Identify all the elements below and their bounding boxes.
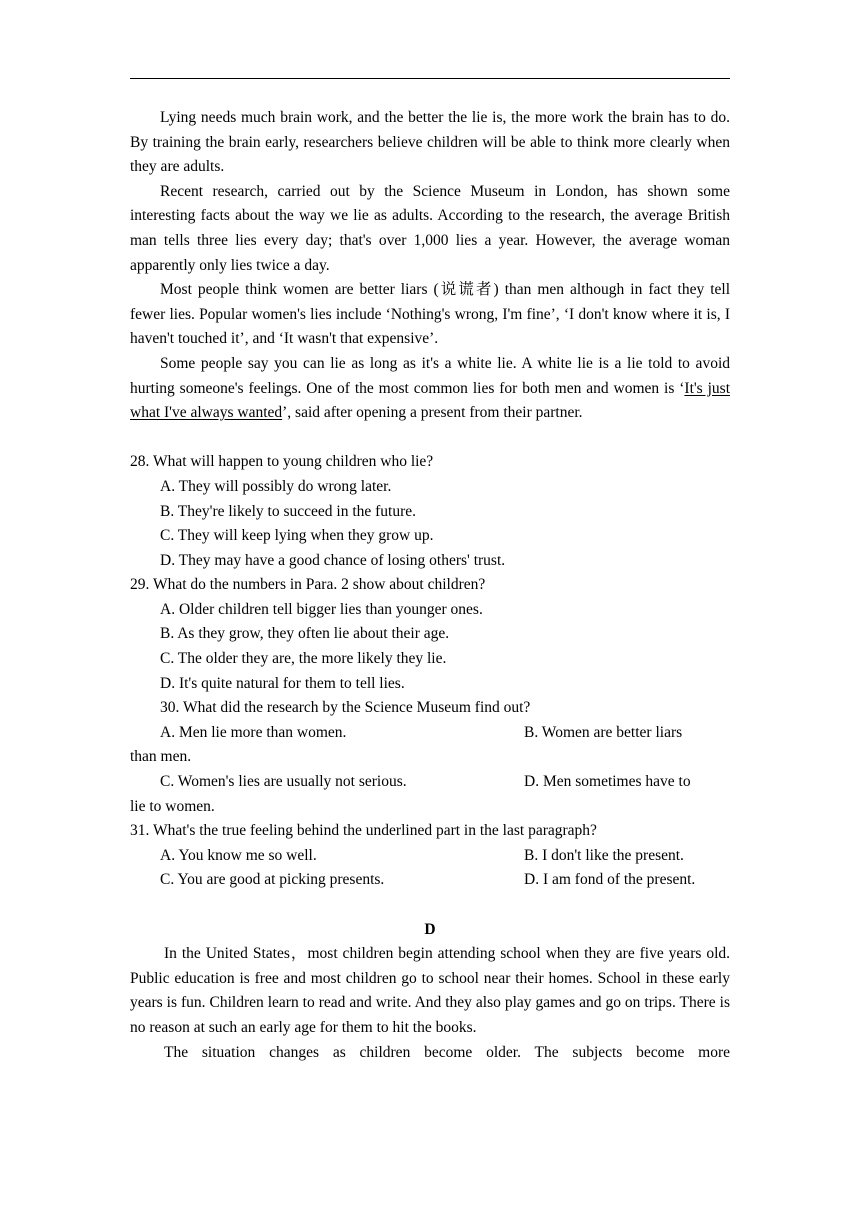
option-d-continued: lie to women. xyxy=(130,797,215,815)
passage-c-paragraph-4 xyxy=(130,352,730,426)
question-stem: 28. What will happen to young children who lie? xyxy=(130,453,434,471)
p4-text-before: Some people say you can lie as long as it's a white lie. A white lie is a lie told to avoid hurting someone's feelings. One of the most common lies for both men and women is ‘ xyxy=(130,354,730,397)
question-stem: 29. What do the numbers in Para. 2 show about children? xyxy=(130,576,486,594)
option-c: C. You are good at picking presents. xyxy=(160,871,385,889)
spacer xyxy=(130,893,730,918)
option-b: B. As they grow, they often lie about their age. xyxy=(160,625,450,643)
option-a: A. Men lie more than women. xyxy=(160,723,347,741)
option-row-ab xyxy=(130,721,730,746)
option-d: D. Men sometimes have to xyxy=(524,773,691,791)
option-c: C. The older they are, the more likely they lie. xyxy=(160,650,447,668)
option-d: D. They may have a good chance of losing others' trust. xyxy=(160,551,506,569)
document-page xyxy=(130,106,730,1065)
option-b-continued: than men. xyxy=(130,748,192,766)
option-b: B. They're likely to succeed in the future. xyxy=(160,502,417,520)
header-rule xyxy=(130,78,730,79)
option-b: B. Women are better liars xyxy=(524,723,683,741)
question-stem: 30. What did the research by the Science Museum find out? xyxy=(160,699,531,717)
option-b: B. I don't like the present. xyxy=(524,846,684,864)
underlined-phrase: It's just what I've always wanted xyxy=(130,379,731,422)
option-d: D. I am fond of the present. xyxy=(524,871,696,889)
spacer xyxy=(130,426,730,451)
passage-d-paragraph-2: The situation changes as children become older. The subjects become more xyxy=(164,1043,730,1061)
question-30 xyxy=(130,696,730,819)
passage-c-paragraph-3: Most people think women are better liars (说谎者) than men although in fact they tell fewer lies. Popular women's lies include ‘Nothing's wrong, I'm fine’, ‘I don't know where it is, I haven't touched it’, and ‘It wasn't that expensive’. xyxy=(130,281,730,348)
option-d: D. It's quite natural for them to tell lies. xyxy=(160,674,405,692)
option-a: A. You know me so well. xyxy=(160,846,317,864)
section-heading: D xyxy=(424,920,436,938)
question-29 xyxy=(130,573,730,696)
option-row-cd xyxy=(130,868,730,893)
question-31 xyxy=(130,819,730,893)
option-c: C. They will keep lying when they grow up. xyxy=(160,527,434,545)
question-stem: 31. What's the true feeling behind the underlined part in the last paragraph? xyxy=(130,822,597,840)
p4-text-after: ’, said after opening a present from their partner. xyxy=(282,404,583,422)
option-row-cd xyxy=(130,770,730,795)
option-a: A. Older children tell bigger lies than younger ones. xyxy=(160,600,483,618)
option-row-ab xyxy=(130,844,730,869)
option-a: A. They will possibly do wrong later. xyxy=(160,477,392,495)
option-c: C. Women's lies are usually not serious. xyxy=(160,773,407,791)
passage-c-paragraph-1: Lying needs much brain work, and the better the lie is, the more work the brain has to do. By training the brain early, researchers believe children will be able to think more clearly when they are adults. xyxy=(130,109,730,176)
passage-c-paragraph-2: Recent research, carried out by the Science Museum in London, has shown some interesting facts about the way we lie as adults. According to the research, the average British man tells three lies every day; that's over 1,000 lies a year. However, the average woman apparently only lies twice a day. xyxy=(130,182,730,274)
question-28 xyxy=(130,450,730,573)
passage-d-paragraph-1: In the United States，most children begin attending school when they are five years old. Public education is free and most children go to school near their homes. School in these early years is fun. Children learn to read and write. And they also play games and go on trips. There is no reason at such an early age for them to hit the books. xyxy=(130,945,730,1036)
